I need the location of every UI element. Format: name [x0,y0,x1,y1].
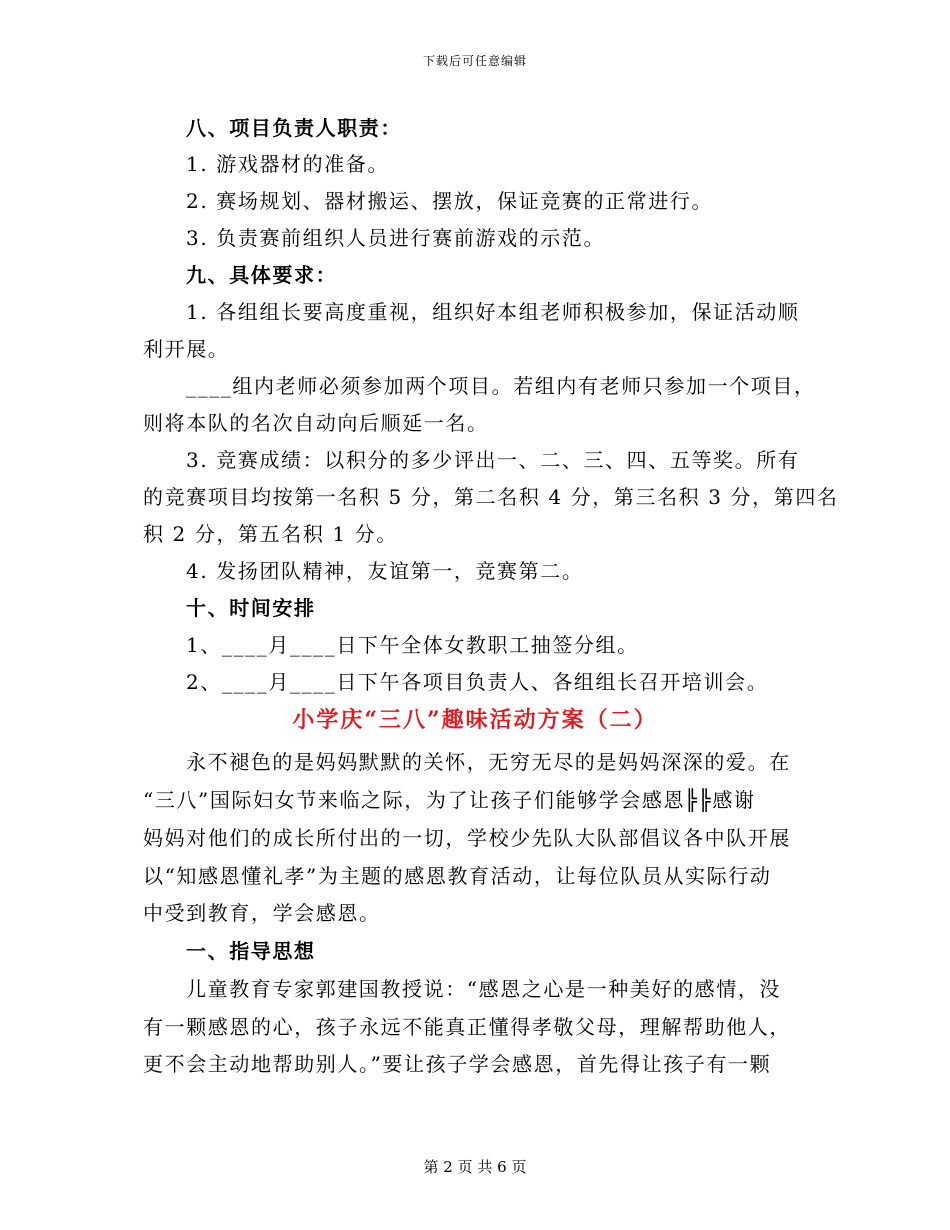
section-8-item-3: 3. 负责赛前组织人员进行赛前游戏的示范。 [186,226,606,250]
section-9-item-2-line-1: ____组内老师必须参加两个项目。若组内有老师只参加一个项目， [186,374,816,398]
page-header: 下载后可任意编辑 [422,54,527,68]
page-footer: 第 2 页 共 6 页 [423,1158,527,1176]
guide-heading: 一、指导思想 [186,939,316,963]
section-10-item-1: 1、____月____日下午全体女教职工抽签分组。 [186,633,639,657]
section-9-item-4: 4. 发扬团队精神，友谊第一，竞赛第二。 [186,559,584,583]
section-9-item-2-line-2: 则将本队的名次自动向后顺延一名。 [143,411,489,435]
guide-line-3: 更不会主动地帮助别人。”要让孩子学会感恩，首先得让孩子有一颗 [143,1052,772,1076]
intro-line-2: “三八”国际妇女节来临之际，为了让孩子们能够学会感恩╠╠感谢 [143,788,756,812]
section-9-item-1-line-2: 利开展。 [143,337,230,361]
section-10-item-2: 2、____月____日下午各项目负责人、各组组长召开培训会。 [186,670,769,694]
section-9-item-3-line-1: 3. 竞赛成绩：以积分的多少评出一、二、三、四、五等奖。所有 [186,448,800,472]
section-9-item-3-line-2: 的竞赛项目均按第一名积 5 分，第二名积 4 分，第三名积 3 分，第四名 [143,485,839,509]
section-9-heading: 九、具体要求： [186,263,338,287]
intro-line-3: 妈妈对他们的成长所付出的一切，学校少先队大队部倡议各中队开展 [143,826,791,850]
section-8-heading: 八、项目负责人职责： [186,116,402,140]
section-8-item-1: 1. 游戏器材的准备。 [186,152,390,176]
intro-line-1: 永不褪色的是妈妈默默的关怀，无穷无尽的是妈妈深深的爱。在 [186,750,791,774]
document-title-2: 小学庆“三八”趣味活动方案（二） [292,707,658,733]
guide-line-1: 儿童教育专家郭建国教授说：“感恩之心是一种美好的感情，没 [186,977,782,1001]
section-8-item-2: 2. 赛场规划、器材搬运、摆放，保证竞赛的正常进行。 [186,189,714,213]
intro-line-5: 中受到教育，学会感恩。 [143,901,381,925]
guide-line-2: 有一颗感恩的心，孩子永远不能真正懂得孝敬父母，理解帮助他人， [143,1015,791,1039]
section-10-heading: 十、时间安排 [186,596,316,620]
intro-line-4: 以“知感恩懂礼孝”为主题的感恩教育活动，让每位队员从实际行动 [143,864,772,888]
section-9-item-1-line-1: 1. 各组组长要高度重视，组织好本组老师积极参加，保证活动顺 [186,300,800,324]
section-9-item-3-line-3: 积 2 分，第五名积 1 分。 [143,522,398,546]
